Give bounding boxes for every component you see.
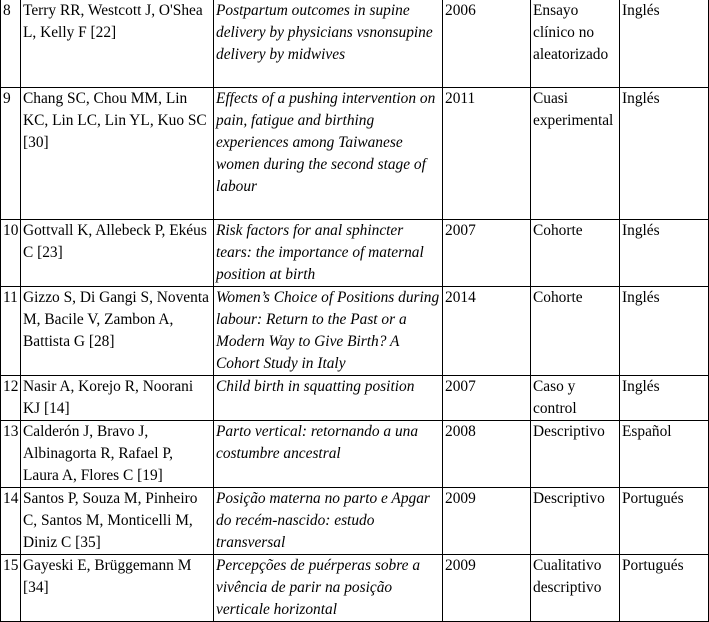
table-row bbox=[1, 376, 709, 421]
table-row bbox=[1, 220, 709, 287]
language-cell: Inglés bbox=[620, 88, 709, 220]
year-cell: 2007 bbox=[443, 376, 531, 421]
row-number: 9 bbox=[1, 88, 21, 220]
authors-cell: Gottvall K, Allebeck P, Ekéus C [23] bbox=[21, 220, 214, 287]
row-number: 10 bbox=[1, 220, 21, 287]
authors-cell: Santos P, Souza M, Pinheiro C, Santos M, Monticelli M, Diniz C [35] bbox=[21, 488, 214, 555]
row-number: 15 bbox=[1, 555, 21, 622]
authors-cell: Calderón J, Bravo J, Albinagorta R, Rafael P, Laura A, Flores C [19] bbox=[21, 421, 214, 488]
design-cell: Descriptivo bbox=[531, 488, 620, 555]
design-cell: Ensayo clínico no aleatorizado bbox=[531, 0, 620, 88]
language-cell: Portugués bbox=[620, 488, 709, 555]
language-cell: Inglés bbox=[620, 287, 709, 376]
authors-cell: Gizzo S, Di Gangi S, Noventa M, Bacile V, Zambon A, Battista G [28] bbox=[21, 287, 214, 376]
design-cell: Descriptivo bbox=[531, 421, 620, 488]
row-number: 14 bbox=[1, 488, 21, 555]
title-cell: Women’s Choice of Positions during labour: Return to the Past or a Modern Way to Give Birth? A Cohort Study in Italy bbox=[214, 287, 443, 376]
table-row bbox=[1, 88, 709, 220]
year-cell: 2007 bbox=[443, 220, 531, 287]
title-cell: Posição materna no parto e Apgar do recém-nascido: estudo transversal bbox=[214, 488, 443, 555]
table-row bbox=[1, 287, 709, 376]
row-number: 12 bbox=[1, 376, 21, 421]
design-cell: Cohorte bbox=[531, 287, 620, 376]
year-cell: 2009 bbox=[443, 488, 531, 555]
year-cell: 2009 bbox=[443, 555, 531, 622]
authors-cell: Gayeski E, Brüggemann M [34] bbox=[21, 555, 214, 622]
design-cell: Cohorte bbox=[531, 220, 620, 287]
year-cell: 2008 bbox=[443, 421, 531, 488]
year-cell: 2014 bbox=[443, 287, 531, 376]
table-row bbox=[1, 421, 709, 488]
table-row bbox=[1, 555, 709, 622]
year-cell: 2011 bbox=[443, 88, 531, 220]
row-number: 11 bbox=[1, 287, 21, 376]
design-cell: Caso y control bbox=[531, 376, 620, 421]
authors-cell: Terry RR, Westcott J, O'Shea L, Kelly F [22] bbox=[21, 0, 214, 88]
title-cell: Child birth in squatting position bbox=[214, 376, 443, 421]
title-cell: Effects of a pushing intervention on pain, fatigue and birthing experiences among Taiwanese women during the second stage of labour bbox=[214, 88, 443, 220]
row-number: 8 bbox=[1, 0, 21, 88]
design-cell: Cuasi experimental bbox=[531, 88, 620, 220]
title-cell: Risk factors for anal sphincter tears: the importance of maternal position at birth bbox=[214, 220, 443, 287]
title-cell: Parto vertical: retornando a una costumbre ancestral bbox=[214, 421, 443, 488]
row-number: 13 bbox=[1, 421, 21, 488]
design-cell: Cualitativo descriptivo bbox=[531, 555, 620, 622]
language-cell: Portugués bbox=[620, 555, 709, 622]
language-cell: Inglés bbox=[620, 220, 709, 287]
title-cell: Postpartum outcomes in supine delivery by physicians vsnonsupine delivery by midwives bbox=[214, 0, 443, 88]
language-cell: Inglés bbox=[620, 0, 709, 88]
authors-cell: Nasir A, Korejo R, Noorani KJ [14] bbox=[21, 376, 214, 421]
year-cell: 2006 bbox=[443, 0, 531, 88]
language-cell: Inglés bbox=[620, 376, 709, 421]
title-cell: Percepções de puérperas sobre a vivência de parir na posição verticale horizontal bbox=[214, 555, 443, 622]
authors-cell: Chang SC, Chou MM, Lin KC, Lin LC, Lin YL, Kuo SC [30] bbox=[21, 88, 214, 220]
language-cell: Español bbox=[620, 421, 709, 488]
table-row bbox=[1, 488, 709, 555]
table-row bbox=[1, 0, 709, 88]
